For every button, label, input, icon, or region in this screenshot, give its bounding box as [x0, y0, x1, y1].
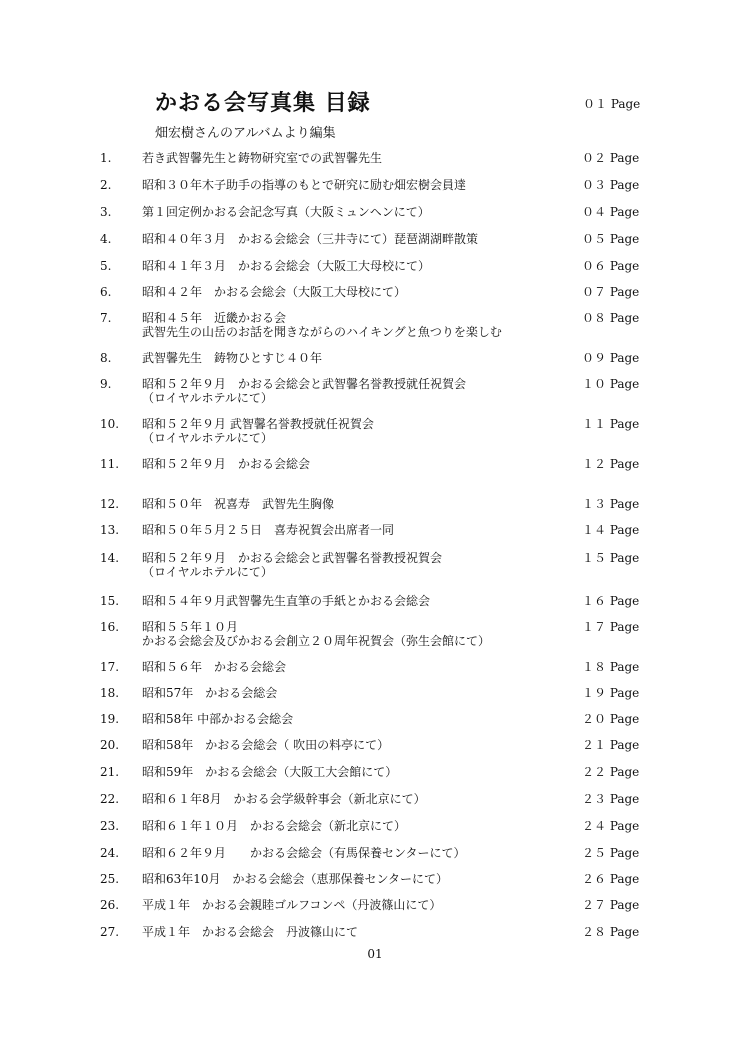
- entry-number: 24.: [100, 846, 120, 860]
- entry-number: 14.: [100, 551, 120, 565]
- entry-subtitle: かおる会総会及びかおる会創立２０周年祝賀会（弥生会館にて）: [142, 634, 491, 648]
- entry-title: 昭和４０年３月 かおる会総会（三井寺にて）琵琶湖湖畔散策: [142, 232, 479, 246]
- entry-subtitle: （ロイヤルホテルにて）: [142, 565, 273, 579]
- entry-title: 昭和５５年１０月: [142, 620, 239, 634]
- entry-number: 27.: [100, 925, 120, 939]
- entry-number: 26.: [100, 898, 120, 912]
- entry-page: ２６ Page: [582, 872, 640, 886]
- entry-title: 昭和６２年９月 かおる会総会（有馬保養センターにて）: [142, 846, 466, 860]
- entry-title: 昭和５６年 かおる会総会: [142, 660, 287, 674]
- entry-page: ０３ Page: [582, 178, 640, 192]
- document-title: かおる会写真集 目録: [155, 90, 371, 116]
- entry-title: 昭和３０年木子助手の指導のもとで研究に励む畑宏樹会員達: [142, 178, 467, 192]
- entry-number: 22.: [100, 792, 120, 806]
- entry-page: １８ Page: [582, 660, 640, 674]
- entry-page: ０８ Page: [582, 311, 640, 325]
- entry-page: １９ Page: [582, 686, 640, 700]
- entry-title: 平成１年 かおる会親睦ゴルフコンペ（丹波篠山にて）: [142, 898, 442, 912]
- entry-page: ０４ Page: [582, 205, 640, 219]
- entry-title: 昭和５０年 祝喜寿 武智先生胸像: [142, 497, 335, 511]
- entry-page: １０ Page: [582, 377, 640, 391]
- entry-page: １１ Page: [582, 417, 640, 431]
- footer-page-number: 01: [367, 947, 383, 961]
- entry-page: ０７ Page: [582, 285, 640, 299]
- entry-page: １２ Page: [582, 457, 640, 471]
- entry-number: 11.: [100, 457, 120, 471]
- entry-page: ２１ Page: [582, 738, 640, 752]
- entry-page: ２５ Page: [582, 846, 640, 860]
- title-page-number: ０１ Page: [583, 97, 641, 111]
- entry-title: 昭和４５年 近畿かおる会: [142, 311, 287, 325]
- entry-number: 4.: [100, 232, 112, 246]
- entry-number: 9.: [100, 377, 112, 391]
- entry-number: 7.: [100, 311, 112, 325]
- entry-title: 昭和５２年９月 かおる会総会と武智馨名誉教授祝賀会: [142, 551, 443, 565]
- entry-title: 昭和５２年９月 かおる会総会と武智馨名誉教授就任祝賀会: [142, 377, 467, 391]
- entry-page: １４ Page: [582, 523, 640, 537]
- entry-page: ２３ Page: [582, 792, 640, 806]
- entry-title: 昭和58年 中部かおる会総会: [142, 712, 294, 726]
- entry-subtitle: （ロイヤルホテルにて）: [142, 431, 273, 445]
- entry-page: ２７ Page: [582, 898, 640, 912]
- entry-number: 6.: [100, 285, 112, 299]
- entry-number: 25.: [100, 872, 120, 886]
- entry-title: 昭和６１年8月 かおる会学級幹事会（新北京にて）: [142, 792, 426, 806]
- entry-title: 昭和５４年９月武智馨先生直筆の手紙とかおる会総会: [142, 594, 431, 608]
- entry-page: ０５ Page: [582, 232, 640, 246]
- entry-number: 3.: [100, 205, 112, 219]
- entry-page: ２２ Page: [582, 765, 640, 779]
- entry-number: 16.: [100, 620, 120, 634]
- entry-page: ０６ Page: [582, 259, 640, 273]
- entry-number: 1.: [100, 151, 112, 165]
- entry-page: ２８ Page: [582, 925, 640, 939]
- entry-number: 19.: [100, 712, 120, 726]
- entry-subtitle: （ロイヤルホテルにて）: [142, 391, 273, 405]
- entry-number: 10.: [100, 417, 120, 431]
- entry-title: 第１回定例かおる会記念写真（大阪ミュンヘンにて）: [142, 205, 430, 219]
- entry-subtitle: 武智先生の山岳のお話を聞きながらのハイキングと魚つりを楽しむ: [142, 325, 502, 339]
- entry-title: 昭和５２年９月 かおる会総会: [142, 457, 311, 471]
- entry-title: 昭和63年10月 かおる会総会（恵那保養センターにて）: [142, 872, 449, 886]
- entry-number: 17.: [100, 660, 120, 674]
- entry-number: 8.: [100, 351, 112, 365]
- entry-title: 昭和６１年１０月 かおる会総会（新北京にて）: [142, 819, 407, 833]
- entry-title: 昭和59年 かおる会総会（大阪工大会館にて）: [142, 765, 398, 779]
- entry-page: １３ Page: [582, 497, 640, 511]
- entry-number: 15.: [100, 594, 120, 608]
- entry-page: ２４ Page: [582, 819, 640, 833]
- entry-page: １６ Page: [582, 594, 640, 608]
- entry-title: 昭和58年 かおる会総会（ 吹田の料亭にて）: [142, 738, 390, 752]
- entry-title: 昭和57年 かおる会総会: [142, 686, 278, 700]
- entry-number: 20.: [100, 738, 120, 752]
- entry-page: ０９ Page: [582, 351, 640, 365]
- entry-number: 13.: [100, 523, 120, 537]
- entry-title: 若き武智馨先生と鋳物研究室での武智馨先生: [142, 151, 383, 165]
- entry-title: 昭和５２年９月 武智馨名誉教授就任祝賀会: [142, 417, 374, 431]
- entry-title: 平成１年 かおる会総会 丹波篠山にて: [142, 925, 359, 939]
- entry-page: １７ Page: [582, 620, 640, 634]
- entry-page: １５ Page: [582, 551, 640, 565]
- entry-number: 12.: [100, 497, 120, 511]
- entry-title: 昭和５０年５月２５日 喜寿祝賀会出席者一同: [142, 523, 395, 537]
- entry-number: 23.: [100, 819, 120, 833]
- entry-title: 昭和４１年３月 かおる会総会（大阪工大母校にて）: [142, 259, 431, 273]
- entry-number: 21.: [100, 765, 120, 779]
- entry-title: 武智馨先生 鋳物ひとすじ４０年: [142, 351, 323, 365]
- entry-page: ０２ Page: [582, 151, 640, 165]
- entry-number: 18.: [100, 686, 120, 700]
- entry-number: 2.: [100, 178, 112, 192]
- document-subtitle: 畑宏樹さんのアルバムより編集: [155, 126, 336, 141]
- entry-number: 5.: [100, 259, 112, 273]
- entry-title: 昭和４２年 かおる会総会（大阪工大母校にて）: [142, 285, 407, 299]
- entry-page: ２０ Page: [582, 712, 640, 726]
